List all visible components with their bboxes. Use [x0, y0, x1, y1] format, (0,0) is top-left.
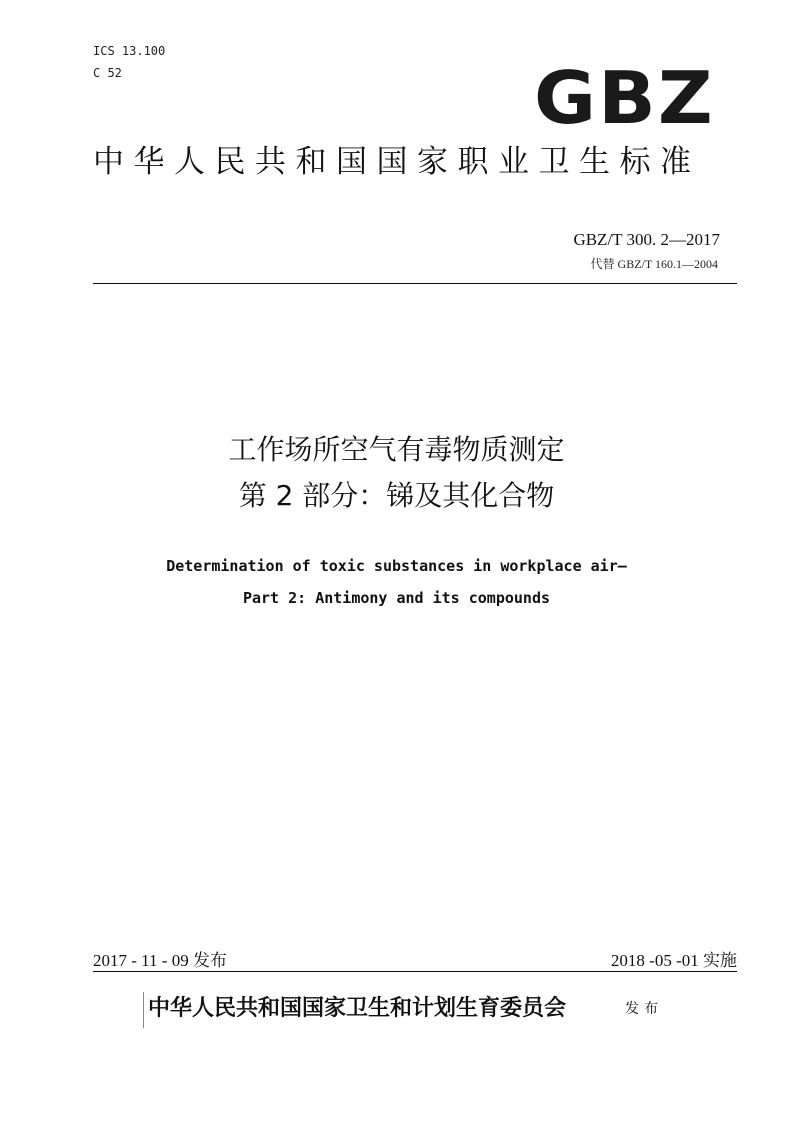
standard-type-heading: 中华人民共和国国家职业卫生标准	[93, 144, 701, 180]
classification-codes	[93, 40, 165, 84]
gbz-logo: GBZ	[534, 56, 715, 140]
replaces-code: 代替 GBZ/T 160.1—2004	[590, 257, 718, 271]
english-title-line-1: Determination of toxic substances in workplace air—	[166, 557, 627, 575]
chinese-title-line-2: 第 2 部分：锑及其化合物	[238, 479, 555, 512]
authority-marker-line	[143, 992, 144, 1028]
issuing-authority: 中华人民共和国国家卫生和计划生育委员会	[148, 995, 567, 1021]
ccs-code: C 52	[93, 66, 122, 80]
publish-label: 发布	[625, 1001, 663, 1017]
ics-code: ICS 13.100	[93, 44, 166, 58]
chinese-title-line-1: 工作场所空气有毒物质测定	[228, 433, 565, 466]
english-title-line-2: Part 2: Antimony and its compounds	[242, 589, 551, 607]
issue-date: 2017 - 11 - 09 发布	[93, 951, 227, 970]
footer-divider	[93, 971, 737, 972]
header-divider	[93, 283, 737, 284]
implementation-date: 2018 -05 -01 实施	[610, 951, 737, 970]
standard-code: GBZ/T 300. 2—2017	[573, 230, 720, 249]
